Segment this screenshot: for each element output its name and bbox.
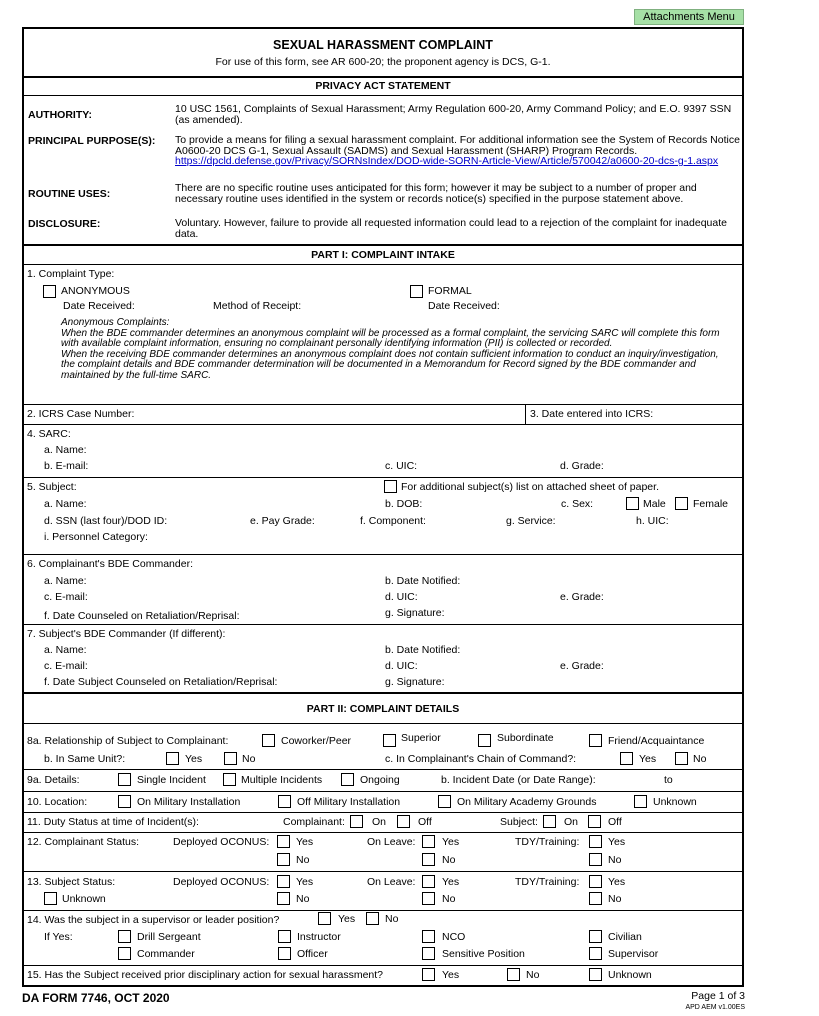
page-number: Page 1 of 3	[691, 990, 745, 1002]
prior-unknown-label: Unknown	[608, 969, 652, 981]
comp-leave-label: On Leave:	[367, 836, 416, 848]
drill-sergeant-label: Drill Sergeant	[137, 931, 201, 943]
supervisor-no-checkbox[interactable]	[366, 912, 379, 925]
q12-label: 12. Complainant Status:	[27, 836, 140, 848]
subj-deployed-yes-checkbox[interactable]	[277, 875, 290, 888]
off-mil-checkbox[interactable]	[278, 795, 291, 808]
comp-leave-no-label: No	[442, 854, 456, 866]
purpose-text: To provide a means for filing a sexual harassment complaint. For additional information see the System of Records Notice A0600-20 DCS G-1, Sexual Assault (SADMS) and Sexual Harassment (SHARP) Program Records.	[175, 134, 740, 157]
sorn-link[interactable]: https://dpcld.defense.gov/Privacy/SORNsIndex/DOD-wide-SORN-Article-View/Article/570042/a0600-20-dcs-g-1.aspx	[175, 155, 719, 167]
commander-label: Commander	[137, 948, 195, 960]
subj-leave-yes-checkbox[interactable]	[422, 875, 435, 888]
subj-cdr-uic[interactable]: d. UIC:	[385, 660, 418, 672]
formal-label: FORMAL	[428, 285, 472, 297]
q8a-label: 8a. Relationship of Subject to Complainant:	[27, 735, 229, 747]
formal-date-received[interactable]: Date Received:	[428, 300, 500, 312]
location-unknown-checkbox[interactable]	[634, 795, 647, 808]
subject-dob[interactable]: b. DOB:	[385, 498, 423, 510]
location-unknown-label: Unknown	[653, 796, 697, 808]
icrs-case-number[interactable]: 2. ICRS Case Number:	[27, 408, 135, 420]
subordinate-checkbox[interactable]	[478, 734, 491, 747]
subject-name[interactable]: a. Name:	[44, 498, 87, 510]
on-mil-checkbox[interactable]	[118, 795, 131, 808]
friend-label: Friend/Acquaintance	[608, 735, 705, 747]
anonymous-label: ANONYMOUS	[61, 285, 130, 297]
form-subtitle: For use of this form, see AR 600-20; the proponent agency is DCS, G-1.	[215, 56, 551, 68]
supervisor-no-label: No	[385, 913, 399, 925]
on-mil-label: On Military Installation	[137, 796, 241, 808]
incident-date-label[interactable]: b. Incident Date (or Date Range):	[441, 774, 596, 786]
q13-label: 13. Subject Status:	[27, 876, 116, 888]
comp-duty-on-checkbox[interactable]	[350, 815, 363, 828]
commander-checkbox[interactable]	[118, 947, 131, 960]
subject-uic[interactable]: h. UIC:	[636, 515, 669, 527]
subject-personnel[interactable]: i. Personnel Category:	[44, 531, 148, 543]
subj-status-unknown-label: Unknown	[62, 893, 106, 905]
comp-cdr-counseled[interactable]: f. Date Counseled on Retaliation/Reprisal:	[44, 610, 240, 622]
if-yes-label: If Yes:	[44, 931, 73, 943]
prior-no-label: No	[526, 969, 540, 981]
routine-text: There are no specific routine uses anticipated for this form; however it may be subject to a number of proper and necessary routine uses identified in the system or records notice(s) specified in the purpose statement above.	[175, 182, 697, 205]
academy-checkbox[interactable]	[438, 795, 451, 808]
comp-deployed-label: Deployed OCONUS:	[173, 836, 270, 848]
subj-duty-on-label: On	[564, 816, 579, 828]
duty-complainant-label: Complainant:	[283, 816, 345, 828]
same-unit-yes-label: Yes	[185, 753, 203, 765]
part1-heading: PART I: COMPLAINT INTAKE	[311, 249, 455, 261]
sarc-uic[interactable]: c. UIC:	[385, 460, 418, 472]
coc-yes-label: Yes	[639, 753, 657, 765]
privacy-heading: PRIVACY ACT STATEMENT	[315, 80, 451, 92]
subj-leave-no-checkbox[interactable]	[422, 892, 435, 905]
q6-label: 6. Complainant's BDE Commander:	[27, 558, 193, 570]
prior-unknown-checkbox[interactable]	[589, 968, 602, 981]
incident-date-to: to	[664, 774, 673, 786]
subj-leave-yes-label: Yes	[442, 876, 460, 888]
q15-label: 15. Has the Subject received prior disciplinary action for sexual harassment?	[27, 969, 384, 981]
q9a-label: 9a. Details:	[27, 774, 80, 786]
coc-yes-checkbox[interactable]	[620, 752, 633, 765]
q4-label: 4. SARC:	[27, 428, 71, 440]
same-unit-no-checkbox[interactable]	[224, 752, 237, 765]
same-unit-yes-checkbox[interactable]	[166, 752, 179, 765]
q11-label: 11. Duty Status at time of Incident(s):	[27, 816, 199, 828]
coc-no-checkbox[interactable]	[675, 752, 688, 765]
subj-tdy-yes-checkbox[interactable]	[589, 875, 602, 888]
subj-leave-label: On Leave:	[367, 876, 416, 888]
comp-leave-no-checkbox[interactable]	[422, 853, 435, 866]
subj-deployed-yes-label: Yes	[296, 876, 314, 888]
subj-duty-off-checkbox[interactable]	[588, 815, 601, 828]
disclosure-text: Voluntary. However, failure to provide all requested information could lead to a rejection of the complaint for inadequate data.	[175, 217, 727, 240]
sarc-email[interactable]: b. E-mail:	[44, 460, 89, 472]
comp-deployed-yes-checkbox[interactable]	[277, 835, 290, 848]
comp-tdy-yes-label: Yes	[608, 836, 626, 848]
subject-sex-label: c. Sex:	[561, 498, 594, 510]
superior-checkbox[interactable]	[383, 734, 396, 747]
sensitive-checkbox[interactable]	[422, 947, 435, 960]
anonymous-checkbox[interactable]	[43, 285, 56, 298]
authority-text: 10 USC 1561, Complaints of Sexual Harassment; Army Regulation 600-20, Army Command Policy; and E.O. 9397 SSN (as amended).	[175, 103, 732, 126]
comp-cdr-uic[interactable]: d. UIC:	[385, 591, 418, 603]
sensitive-label: Sensitive Position	[442, 948, 525, 960]
q7-label: 7. Subject's BDE Commander (If different):	[27, 628, 226, 640]
comp-deployed-no-label: No	[296, 854, 310, 866]
supervisor-role-checkbox[interactable]	[589, 947, 602, 960]
ongoing-label: Ongoing	[360, 774, 400, 786]
superior-label: Superior	[401, 732, 441, 744]
anonymous-note: Anonymous Complaints: When the BDE commander determines an anonymous complaint will be processed as a formal complaint, the servicing SARC will complete this form with available complaint information, ensuring no complainant personally identifying information (PII) is collected or recorded. When the receiving BDE commander determines an anonymous complaint does not contain sufficient information to conduct an inquiry/investigation, the complaint details and BDE commander determination will be documented in a Memorandum for Record signed by the BDE commander and maintained by the full-time SARC.	[61, 317, 720, 381]
single-incident-checkbox[interactable]	[118, 773, 131, 786]
q5-label: 5. Subject:	[27, 481, 77, 493]
academy-label: On Military Academy Grounds	[457, 796, 597, 808]
instructor-checkbox[interactable]	[278, 930, 291, 943]
comp-cdr-grade[interactable]: e. Grade:	[560, 591, 604, 603]
q10-label: 10. Location:	[27, 796, 88, 808]
friend-checkbox[interactable]	[589, 734, 602, 747]
form-title: SEXUAL HARASSMENT COMPLAINT	[273, 38, 493, 52]
single-incident-label: Single Incident	[137, 774, 206, 786]
comp-tdy-no-checkbox[interactable]	[589, 853, 602, 866]
comp-deployed-no-checkbox[interactable]	[277, 853, 290, 866]
duty-subject-label: Subject:	[500, 816, 538, 828]
routine-label: ROUTINE USES:	[28, 188, 111, 200]
comp-cdr-name[interactable]: a. Name:	[44, 575, 87, 587]
drill-sergeant-checkbox[interactable]	[118, 930, 131, 943]
subj-deployed-no-label: No	[296, 893, 310, 905]
comp-duty-off-checkbox[interactable]	[397, 815, 410, 828]
comp-tdy-label: TDY/Training:	[515, 836, 580, 848]
subject-paygrade[interactable]: e. Pay Grade:	[250, 515, 315, 527]
attachments-menu-button[interactable]: Attachments Menu	[634, 9, 744, 25]
sarc-name[interactable]: a. Name:	[44, 444, 87, 456]
disclosure-label: DISCLOSURE:	[28, 218, 101, 230]
subject-service[interactable]: g. Service:	[506, 515, 556, 527]
subj-tdy-yes-label: Yes	[608, 876, 626, 888]
subj-status-unknown-checkbox[interactable]	[44, 892, 57, 905]
subject-ssn[interactable]: d. SSN (last four)/DOD ID:	[44, 515, 168, 527]
supervisor-yes-checkbox[interactable]	[318, 912, 331, 925]
coc-no-label: No	[693, 753, 707, 765]
prior-no-checkbox[interactable]	[507, 968, 520, 981]
comp-duty-off-label: Off	[418, 816, 432, 828]
icrs-date-entered[interactable]: 3. Date entered into ICRS:	[530, 408, 654, 420]
subj-cdr-signature[interactable]: g. Signature:	[385, 676, 445, 688]
prior-yes-checkbox[interactable]	[422, 968, 435, 981]
subj-duty-on-checkbox[interactable]	[543, 815, 556, 828]
q8c-label: c. In Complainant's Chain of Command?:	[385, 753, 577, 765]
form-version: APD AEM v1.00ES	[685, 1004, 745, 1011]
subj-tdy-no-checkbox[interactable]	[589, 892, 602, 905]
male-checkbox[interactable]	[626, 497, 639, 510]
female-label: Female	[693, 498, 729, 510]
subj-deployed-label: Deployed OCONUS:	[173, 876, 270, 888]
authority-label: AUTHORITY:	[28, 109, 92, 121]
male-label: Male	[643, 498, 666, 510]
off-mil-label: Off Military Installation	[297, 796, 401, 808]
q1-label: 1. Complaint Type:	[27, 268, 115, 280]
subj-deployed-no-checkbox[interactable]	[277, 892, 290, 905]
nco-checkbox[interactable]	[422, 930, 435, 943]
formal-checkbox[interactable]	[410, 285, 423, 298]
q14-label: 14. Was the subject in a supervisor or leader position?	[27, 914, 280, 926]
subj-cdr-counseled[interactable]: f. Date Subject Counseled on Retaliation/Reprisal:	[44, 676, 278, 688]
subj-cdr-date-notified[interactable]: b. Date Notified:	[385, 644, 461, 656]
supervisor-yes-label: Yes	[338, 913, 356, 925]
prior-yes-label: Yes	[442, 969, 460, 981]
coworker-checkbox[interactable]	[262, 734, 275, 747]
comp-tdy-yes-checkbox[interactable]	[589, 835, 602, 848]
civilian-checkbox[interactable]	[589, 930, 602, 943]
officer-checkbox[interactable]	[278, 947, 291, 960]
additional-subjects-label: For additional subject(s) list on attached sheet of paper.	[401, 481, 659, 493]
comp-leave-yes-label: Yes	[442, 836, 460, 848]
method-receipt[interactable]: Method of Receipt:	[213, 300, 302, 312]
additional-subjects-checkbox[interactable]	[384, 480, 397, 493]
comp-tdy-no-label: No	[608, 854, 622, 866]
civilian-label: Civilian	[608, 931, 642, 943]
subj-tdy-label: TDY/Training:	[515, 876, 580, 888]
subj-leave-no-label: No	[442, 893, 456, 905]
subordinate-label: Subordinate	[497, 732, 554, 744]
part2-heading: PART II: COMPLAINT DETAILS	[306, 703, 460, 715]
multiple-incidents-label: Multiple Incidents	[241, 774, 323, 786]
multiple-incidents-checkbox[interactable]	[223, 773, 236, 786]
sarc-grade[interactable]: d. Grade:	[560, 460, 604, 472]
female-checkbox[interactable]	[675, 497, 688, 510]
subj-tdy-no-label: No	[608, 893, 622, 905]
same-unit-no-label: No	[242, 753, 256, 765]
comp-leave-yes-checkbox[interactable]	[422, 835, 435, 848]
nco-label: NCO	[442, 931, 466, 943]
subj-cdr-name[interactable]: a. Name:	[44, 644, 87, 656]
comp-cdr-email[interactable]: c. E-mail:	[44, 591, 88, 603]
anon-date-received[interactable]: Date Received:	[63, 300, 135, 312]
subj-cdr-grade[interactable]: e. Grade:	[560, 660, 604, 672]
instructor-label: Instructor	[297, 931, 341, 943]
coworker-label: Coworker/Peer	[281, 735, 352, 747]
comp-duty-on-label: On	[372, 816, 387, 828]
comp-cdr-date-notified[interactable]: b. Date Notified:	[385, 575, 461, 587]
purpose-label: PRINCIPAL PURPOSE(S):	[28, 135, 156, 147]
form-number: DA FORM 7746, OCT 2020	[22, 991, 170, 1005]
comp-deployed-yes-label: Yes	[296, 836, 314, 848]
officer-label: Officer	[297, 948, 328, 960]
subj-duty-off-label: Off	[608, 816, 622, 828]
subject-component[interactable]: f. Component:	[360, 515, 426, 527]
ongoing-checkbox[interactable]	[341, 773, 354, 786]
comp-cdr-signature[interactable]: g. Signature:	[385, 607, 445, 619]
q8b-label: b. In Same Unit?:	[44, 753, 126, 765]
supervisor-role-label: Supervisor	[608, 948, 659, 960]
subj-cdr-email[interactable]: c. E-mail:	[44, 660, 88, 672]
